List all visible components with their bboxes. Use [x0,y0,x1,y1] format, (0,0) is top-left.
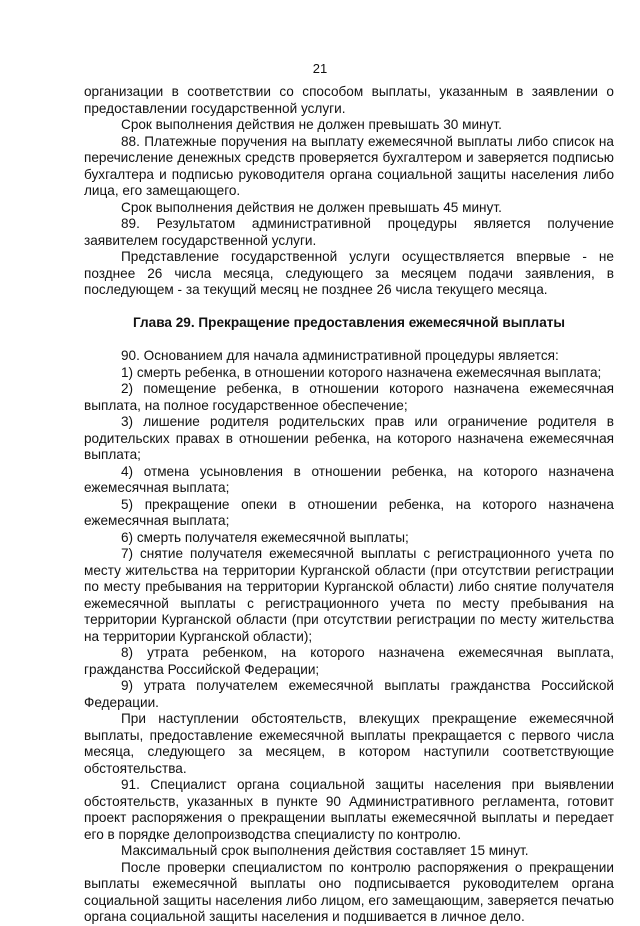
list-item-2: 2) помещение ребенка, в отношении которого назначена ежемесячная выплата, на полное государственное обеспечение; [84,381,614,413]
paragraph-91: 91. Специалист органа социальной защиты населения при выявлении обстоятельств, указанных в пункте 90 Административного регламента, готовит проект распоряжения о прекращении выплаты ежемесячной выплаты и передает его в порядке делопроизводства специалисту по контролю. [84,777,614,842]
document-body [84,84,614,926]
list-item-7: 7) снятие получателя ежемесячной выплаты с регистрационного учета по месту жительства на территории Курганской области (при отсутствии регистрации по месту пребывания на территории Курганской области) либо снятие получателя ежемесячной выплаты с регистрационного учета по месту пребывания на территории Курганской области (при отсутствии регистрации по месту жительства на территории Курганской области); [84,546,614,644]
paragraph-deadline-15: Максимальный срок выполнения действия составляет 15 минут. [121,843,529,858]
paragraph-service-timing: Представление государственной услуги осуществляется впервые - не позднее 26 числа месяца, следующего за месяцем подачи заявления, в последующем - за текущий месяц не позднее 26 числа текущего месяца. [84,249,614,297]
list-item-1: 1) смерть ребенка, в отношении которого назначена ежемесячная выплата; [121,364,602,380]
paragraph-termination-rule: При наступлении обстоятельств, влекущих прекращение ежемесячной выплаты, предоставление ежемесячной выплаты прекращается с первого числа месяца, следующего за месяцем, в котором наступили соответствующие обстоятельства. [84,711,614,776]
paragraph-deadline-45: Срок выполнения действия не должен превышать 45 минут. [121,199,502,215]
paragraph-89: 89. Результатом административной процедуры является получение заявителем государственной услуги. [84,216,614,248]
paragraph-final: После проверки специалистом по контролю распоряжения о прекращении выплаты ежемесячной выплаты оно подписывается руководителем органа социальной защиты населения либо лицом, его замещающим, заверяется печатью органа социальной защиты населения и подшивается в личное дело. [84,859,614,924]
paragraph-continuation: организации в соответствии со способом выплаты, указанным в заявлении о предоставлении государственной услуги. [84,84,614,116]
list-item-6: 6) смерть получателя ежемесячной выплаты; [121,529,409,545]
page-number: 21 [312,61,328,76]
list-item-3: 3) лишение родителя родительских прав или ограничение родителя в родительских правах в отношении ребенка, на которого назначена ежемесячная выплата; [84,414,614,462]
paragraph-88: 88. Платежные поручения на выплату ежемесячной выплаты либо список на перечисление денежных средств проверяется бухгалтером и заверяется подписью бухгалтера и подписью руководителя органа социальной защиты населения либо лица, его замещающего. [84,133,614,198]
list-item-4: 4) отмена усыновления в отношении ребенка, на которого назначена ежемесячная выплата; [84,463,614,495]
chapter-heading: Глава 29. Прекращение предоставления ежемесячной выплаты [132,314,566,330]
list-item-9: 9) утрата получателем ежемесячной выплаты гражданства Российской Федерации. [84,678,614,710]
paragraph-90: 90. Основанием для начала административной процедуры является: [121,348,559,363]
paragraph-deadline-30: Срок выполнения действия не должен превышать 30 минут. [121,117,502,132]
list-item-8: 8) утрата ребенком, на которого назначена ежемесячная выплата, гражданства Российской Федерации; [84,645,614,677]
list-item-5: 5) прекращение опеки в отношении ребенка, на которого назначена ежемесячная выплата; [84,496,614,528]
